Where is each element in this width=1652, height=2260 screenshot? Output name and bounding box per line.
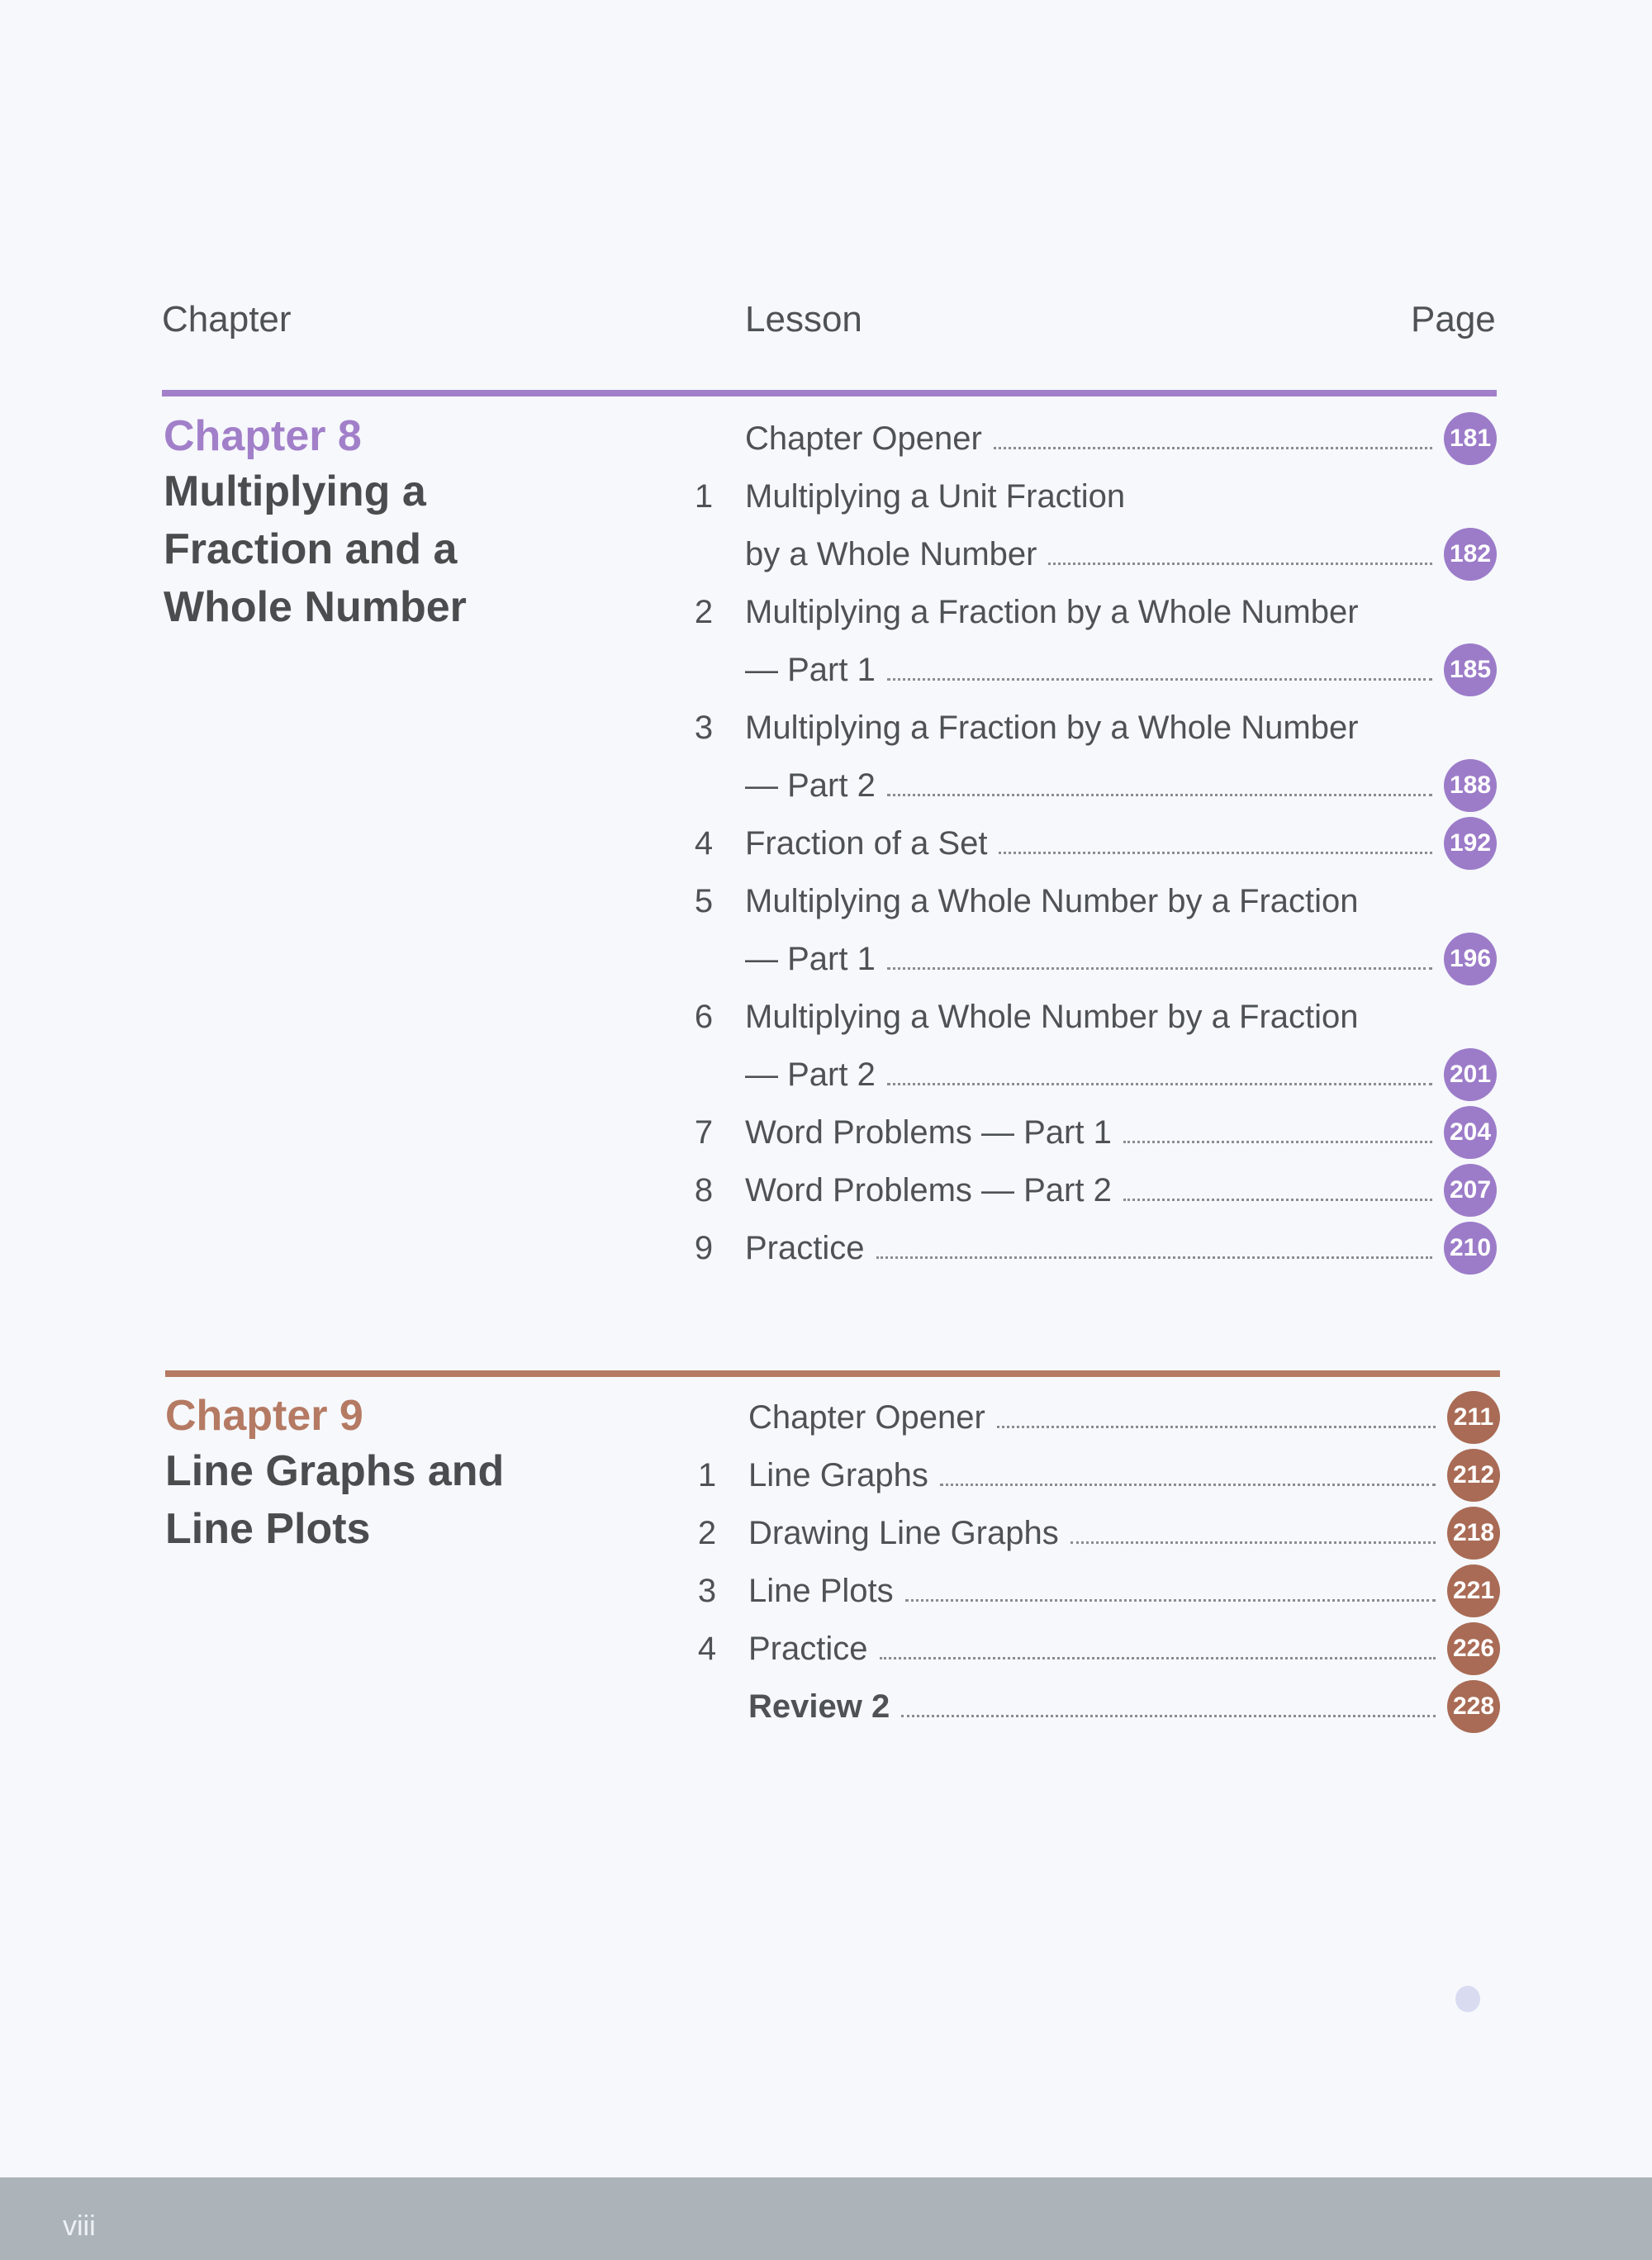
dot-leader	[887, 794, 1432, 796]
dot-leader	[887, 678, 1432, 681]
dot-leader	[901, 1715, 1436, 1717]
column-header-chapter: Chapter	[162, 299, 292, 339]
lesson-row	[694, 699, 1497, 757]
chapter8-divider	[162, 390, 1497, 396]
chapter8-title-line: Whole Number	[164, 583, 467, 631]
dot-leader	[1070, 1541, 1436, 1544]
chapter9-title-line: Line Plots	[165, 1505, 371, 1553]
dot-leader	[999, 852, 1432, 854]
lesson-title: by a Whole Number	[745, 535, 1037, 572]
page-number: viii	[63, 2210, 96, 2242]
lesson-row[interactable]	[745, 757, 1497, 814]
page-badge[interactable]: 207	[1444, 1164, 1497, 1217]
chapter8-label: Chapter 8	[164, 412, 362, 460]
dot-leader	[880, 1657, 1436, 1659]
lesson-title: Word Problems — Part 1	[745, 1113, 1112, 1151]
lesson-number: 8	[694, 1171, 714, 1208]
chapter9-title	[165, 1442, 504, 1558]
page-badge[interactable]: 204	[1444, 1106, 1497, 1159]
page-badge[interactable]: 196	[1444, 933, 1497, 985]
dot-leader	[994, 447, 1432, 449]
lesson-row	[694, 583, 1497, 641]
lesson-number: 5	[694, 882, 714, 919]
page-badge[interactable]: 221	[1447, 1564, 1500, 1617]
lesson-number: 3	[697, 1572, 717, 1609]
lesson-row	[694, 468, 1497, 525]
dot-leader	[997, 1426, 1436, 1428]
page-badge[interactable]: 228	[1447, 1680, 1500, 1733]
lesson-row[interactable]	[745, 1046, 1497, 1104]
chapter9-title-line: Line Graphs and	[165, 1447, 505, 1495]
lesson-number: 9	[694, 1229, 714, 1266]
lesson-title: Multiplying a Whole Number by a Fraction	[745, 882, 1359, 919]
dot-leader	[876, 1256, 1433, 1259]
column-header-lesson: Lesson	[745, 299, 862, 339]
lesson-title: Chapter Opener	[745, 420, 982, 457]
dot-leader	[1048, 563, 1432, 565]
lesson-title: Chapter Opener	[748, 1398, 985, 1436]
page-badge[interactable]: 226	[1447, 1622, 1500, 1675]
dot-leader	[905, 1599, 1436, 1602]
lesson-number: 2	[697, 1514, 717, 1551]
lesson-title: — Part 2	[745, 767, 876, 804]
dot-leader	[1123, 1141, 1432, 1143]
page-badge[interactable]: 192	[1444, 817, 1497, 870]
lesson-row[interactable]	[694, 1161, 1497, 1219]
column-header-page: Page	[1411, 299, 1496, 339]
lesson-row[interactable]	[745, 641, 1497, 699]
lesson-title: Multiplying a Unit Fraction	[745, 477, 1126, 515]
dot-leader	[887, 1083, 1432, 1085]
print-spot	[1455, 1986, 1480, 2012]
page-badge[interactable]: 218	[1447, 1507, 1500, 1560]
lesson-number: 4	[697, 1630, 717, 1667]
page-badge[interactable]: 185	[1444, 643, 1497, 696]
lesson-title: Multiplying a Whole Number by a Fraction	[745, 998, 1359, 1035]
lesson-row	[694, 872, 1497, 930]
lesson-row[interactable]	[697, 1446, 1500, 1504]
lesson-number: 1	[697, 1456, 717, 1493]
lesson-row[interactable]	[694, 1104, 1497, 1161]
dot-leader	[1123, 1199, 1432, 1201]
dot-leader	[887, 967, 1432, 970]
lesson-row[interactable]	[697, 1504, 1500, 1562]
lesson-title: Drawing Line Graphs	[748, 1514, 1059, 1551]
lesson-title: — Part 2	[745, 1056, 876, 1093]
lesson-number: 1	[694, 477, 714, 515]
lesson-row[interactable]	[697, 1562, 1500, 1620]
lesson-row[interactable]	[694, 814, 1497, 872]
page-badge[interactable]: 210	[1444, 1222, 1497, 1275]
lesson-row[interactable]	[745, 930, 1497, 988]
page-badge[interactable]: 212	[1447, 1449, 1500, 1502]
lesson-row[interactable]	[697, 1620, 1500, 1678]
lesson-number: 6	[694, 998, 714, 1035]
chapter8-title-line: Fraction and a	[164, 525, 458, 573]
lesson-row[interactable]	[748, 1678, 1500, 1735]
chapter9-label: Chapter 9	[165, 1392, 363, 1440]
chapter8-title-line: Multiplying a	[164, 468, 426, 515]
lesson-title: Practice	[748, 1630, 868, 1667]
chapter8-title	[164, 463, 467, 636]
lesson-row[interactable]	[745, 525, 1497, 583]
lesson-row[interactable]	[694, 1219, 1497, 1277]
page-badge[interactable]: 211	[1447, 1391, 1500, 1444]
dot-leader	[940, 1484, 1436, 1486]
page-badge[interactable]: 181	[1444, 412, 1497, 465]
page-badge[interactable]: 201	[1444, 1048, 1497, 1101]
footer-bar	[0, 2177, 1652, 2260]
lesson-number: 4	[694, 824, 714, 862]
chapter9-divider	[165, 1370, 1500, 1377]
page-badge[interactable]: 188	[1444, 759, 1497, 812]
lesson-title: Review 2	[748, 1688, 890, 1725]
lesson-row	[694, 988, 1497, 1046]
lesson-row[interactable]	[748, 1389, 1500, 1446]
lesson-title: Line Plots	[748, 1572, 894, 1609]
lesson-title: — Part 1	[745, 940, 876, 977]
lesson-number: 3	[694, 709, 714, 746]
lesson-title: Multiplying a Fraction by a Whole Number	[745, 709, 1359, 746]
lesson-title: Word Problems — Part 2	[745, 1171, 1112, 1208]
lesson-number: 7	[694, 1113, 714, 1151]
lesson-title: — Part 1	[745, 651, 876, 688]
lesson-row[interactable]	[745, 410, 1497, 468]
lesson-title: Multiplying a Fraction by a Whole Number	[745, 593, 1359, 630]
lesson-number: 2	[694, 593, 714, 630]
lesson-title: Fraction of a Set	[745, 824, 988, 862]
lesson-title: Practice	[745, 1229, 865, 1266]
lesson-title: Line Graphs	[748, 1456, 928, 1493]
page-badge[interactable]: 182	[1444, 528, 1497, 581]
